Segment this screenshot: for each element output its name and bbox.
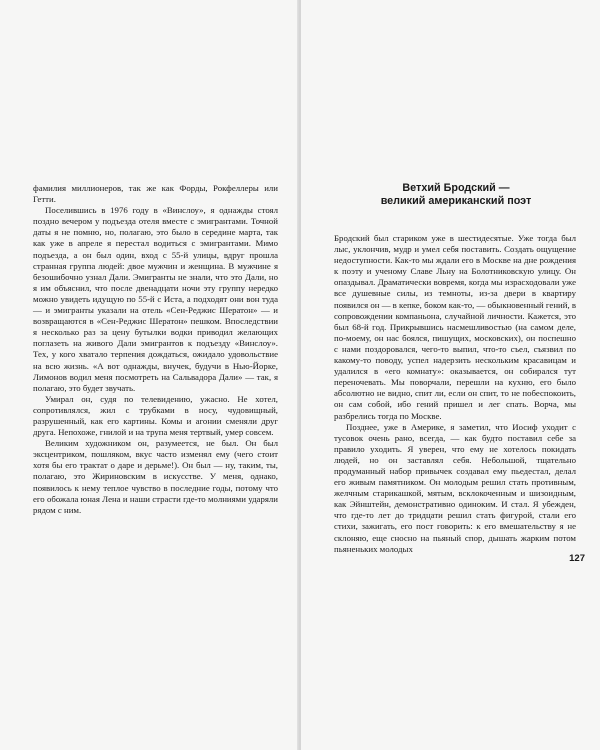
paragraph: Умирал он, судя по телевидению, ужасно. Не хотел, сопротивлялся, жил с трубками в носу, чудовищный, разрушенный, как его картины. Комы и агонии сменяли друг друга. Непохоже, гнилой и на трупа меня тертвый, умер совсем. bbox=[33, 393, 278, 438]
page-number: 127 bbox=[569, 553, 585, 564]
chapter-title-line-2: великий американский поэт bbox=[380, 195, 532, 207]
paragraph: Позднее, уже в Америке, я заметил, что Иосиф уходит с тусовок очень рано, всегда, — как будто поставил себе за правило уходить. Я уверен, что ему не хотелось покидать людей, но он заставлял себя. Небольшой, тщательно продуманный набор привычек создавал ему пьедестал, делал его живым памятником. Он молодым решил стать противным, желчным старикашкой, мятым, всклокоченным и шизоидным, как Эйнштейн, демонстративно одиноким. И стал. Я убежден, что где-то лет до тридцати решил стать фигурой, стали его стихи, зажигать, его пост говорить: к его вмешательству я не склоняю, еще сносно на пьяный спор, дышать жарким потом пьяненьких молодых bbox=[334, 421, 576, 554]
paragraph: Великим художником он, разумеется, не был. Он был эксцентриком, пошляком, вкус часто изменял ему (чего стоит хотя бы его трактат о даре и дерьме!). Он был — ну, таким, ты, полагаю, это Жириновским в искусстве. У меня, однако, появилось к нему теплое чувство в последние годы, потому что его обожала юная Лена и наши страсти где-то молниями ударяли рядом с ним. bbox=[33, 438, 278, 515]
left-page-body bbox=[33, 183, 278, 516]
right-page-body bbox=[334, 233, 576, 555]
paragraph: фамилия миллионеров, так же как Форды, Рокфеллеры или Гетти. bbox=[33, 183, 278, 205]
right-page bbox=[301, 0, 600, 750]
left-page bbox=[0, 0, 299, 750]
chapter-title bbox=[321, 182, 591, 208]
paragraph: Бродский был стариком уже в шестидесятые. Уже тогда был лыс, уклончив, мудр и умел себя поставить. Создать ощущение недоступности. Как-то мы ждали его в Москве на дне рождения к поэту и ученому Славе Льну на Болотниковскую улицу. Он опаздывал. Драматически вовремя, когда мы израсходовали уже все душевные силы, из темноты, из-за двери в квартиру появился он — в кепке, боком как-то, — обыкновенный гений, в сопровождении компаньона, случайной личности. Кажется, это был 68-й год. Прикрывшись насмешливостью (на самом деле, по-моему, он нас боялся, пишущих, московских), он поспешно с нами поздоровался, чего-то выпил, что-то съел, съязвил по какому-то поводу, успел надерзить нескольким красавицам и удалился в «его комнату»: оказывается, он собирался тут переночевать. Мы поворчали, перешли на кухню, его было абсолютно не видно, спит ли, если он спит, то не побеспокоить, он сам собой, ибо гений пришел и лег спать. Ворча, мы разбрелись тогда по Москве. bbox=[334, 233, 577, 421]
paragraph: Поселившись в 1976 году в «Винслоу», я однажды стоял поздно вечером у подъезда отеля вместе с эмигрантами. Точной даты я не помню, но, полагаю, это было в середине марта, так как уже в апреле я перестал водиться с эмигрантами. Мимо подъезда, а он был один, вход с 55-й улицы, вдруг прошла странная группа людей: двое мужчин и женщина. В мужчине я безошибочно узнал Дали. Эмигранты не знали, что это Дали, но я им объяснил, что после двенадцати ночи эту группу нередко можно увидеть идущую по 55-й с Иста, а подходят они вон туда — и эмигранты указали на отель «Сен-Реджис Шератон» — и возвращаются в «Сен-Реджис Шератон» пешком. Впоследствии я несколько раз за цену бутылки водки приводил желающих поглазеть на живого Дали эмигрантов к подъезду «Винслоу». Тех, у кого хватало терпения дождаться, ожидало удовольствие на всю жизнь. «А вот однажды, внучек, будучи в Нью-Йорке, Лимонов водил меня посмотреть на Сальвадора Дали» — так, я полагаю, это будет звучать. bbox=[33, 205, 278, 393]
chapter-title-line-1: Ветхий Бродский — bbox=[402, 182, 510, 194]
